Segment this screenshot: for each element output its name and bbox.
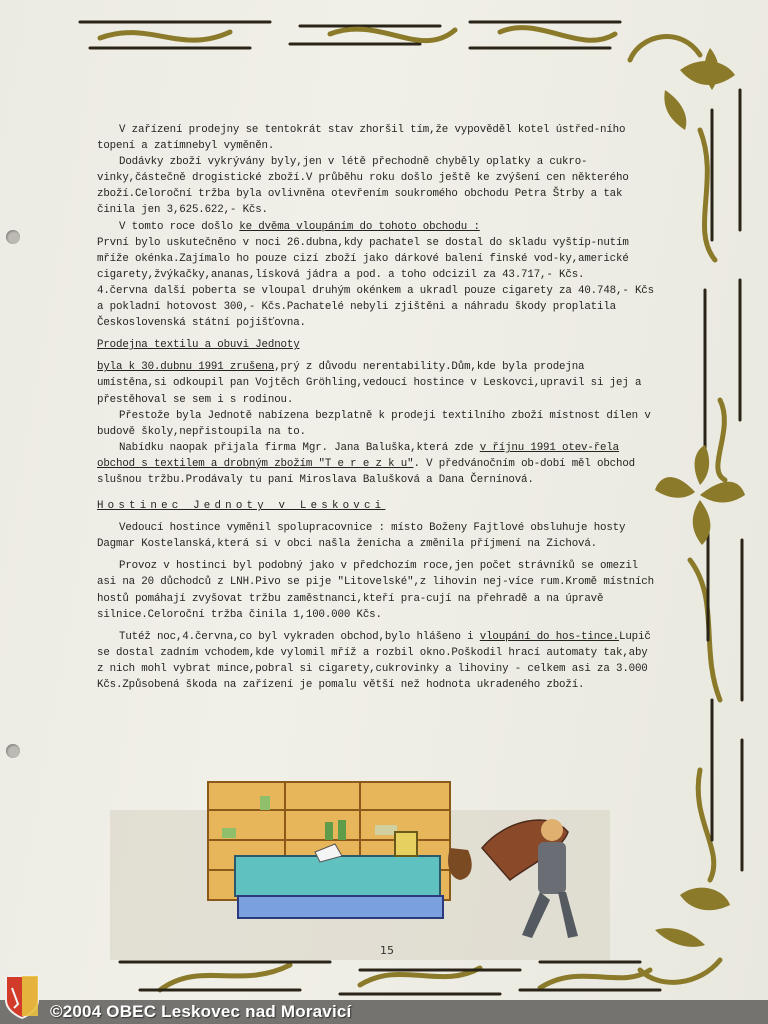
document-text	[97, 122, 657, 693]
page-number: 15	[380, 944, 394, 957]
section-heading-textil: Prodejna textilu a obuvi Jednoty	[97, 339, 300, 352]
bottle	[325, 822, 333, 840]
paragraph-hostinec-vloupani: Tutéž noc,4.června,co byl vykraden obchod,bylo hlášeno i vloupání do hos-tince.Lupič se dostal zadním vchodem,kde vylomil mříž a rozbil okno.Poškodil hrací automaty tak,aby z nich mohl vybrat mince,pobral si cigarety,cukrovinky a lihoviny - celkem asi za 3.000 Kčs.Způsobená škoda na zařízení je pomalu větší než hodnota ukradeného zboží.	[97, 630, 651, 691]
top-swirl	[500, 28, 615, 41]
scale	[395, 832, 417, 856]
crest-icon	[4, 974, 40, 1020]
section-heading-hostinec: Hostinec Jednoty v Leskovci	[97, 500, 386, 513]
footer-bar	[0, 1000, 768, 1024]
top-swirl	[330, 29, 455, 40]
right-swirl	[690, 560, 720, 700]
right-swirl	[718, 400, 725, 480]
burglary-illustration	[110, 770, 630, 960]
paragraph-burglary-first: První bylo uskutečněno v noci 26.dubna,kdy pachatel se dostal do skladu vyštíp-nutím mříže okénka.Zajímalo ho pouze cizí zboží jako dárkové balení finské vod-ky,americké cigarety,žvýkačky,ananas,lísková jádra a pod. a toho odcizil za 43.717,- Kčs.	[97, 236, 629, 281]
paragraph-hostinec-provoz: Provoz v hostinci byl podobný jako v předchozím roce,jen počet strávníků se omezil asi na 20 důchodců z LNH.Pivo se pije "Litovelské",z lihovin nej-více rum.Kromě místních hostů pomáhají zvyšovat tržbu zaměstnanci,kteří pra-cují na přehradě a na úpravě silnice.Celoroční tržba činila 1,100.000 Kčs.	[97, 560, 654, 621]
bottom-swirl	[160, 965, 290, 990]
paragraph-hostinec-staff: Vedoucí hostince vyměnil spolupracovnice : místo Boženy Fajtlové obsluhuje hosty Dagmar Kostelanská,která si v obci našla ženicha a změnila příjmení na Zichová.	[97, 522, 626, 551]
paragraph-textil-closed: byla k 30.dubnu 1991 zrušena,prý z důvodu nerentability.Dům,kde byla prodejna umístěna,si odkoupil pan Vojtěch Gröhling,vedoucí hostince v Leskovci,upravil si jej a přestěhoval se sem i s rodinou.	[97, 361, 642, 406]
bottle	[338, 820, 346, 840]
shelf-item	[260, 796, 270, 810]
paragraph-burglary-intro: V tomto roce došlo ke dvěma vloupáním do tohoto obchodu :	[119, 220, 480, 233]
bottom-swirl	[540, 970, 650, 988]
shelf-item	[222, 828, 236, 838]
shelf-item	[375, 825, 397, 835]
corner-swirl	[630, 36, 700, 60]
footer-caption: ©2004 OBEC Leskovec nad Moravicí	[50, 1002, 352, 1021]
paragraph-heating: V zařízení prodejny se tentokrát stav zhoršil tím,že vypověděl kotel ústřed-ního topení a zatímnebyl vyměněn.	[97, 124, 626, 153]
paragraph-burglary-second: 4.června další poberta se vloupal druhým okénkem a ukradl pouze cigarety za 40.748,- Kčs a pokladní hotovost 300,- Kčs.Pachatelé nebyli zjištěni a náhradu škody proplatila Československá státní pojišťovna.	[97, 284, 654, 330]
paragraph-textil-nabidka: Nabídku naopak přijala firma Mgr. Jana Baluška,která zde v říjnu 1991 otev-řela obchod s textilem a drobným zbožím "T e r e z k u". V předvánočním ob-dobí měl obchod slušnou tržbu.Prodávaly tu paní Miroslava Balušková a Dana Černínová.	[97, 441, 635, 486]
paragraph-supplies: Dodávky zboží vykrývány byly,jen v létě přechodně chyběly oplatky a cukro-vinky,částečně drogistické zboží.V průběhu roku došlo ještě ke zvýšení cen některého zboží.Celoroční tržba byla ovlivněna otevřením soukromého obchodu Petra Štrby a tak činila jen 3,625.622,- Kčs.	[97, 156, 629, 217]
paragraph-textil-offer: Přestože byla Jednotě nabízena bezplatně k prodeji textilního zboží místnost dílen v budově školy,nepřistoupila na to.	[97, 409, 651, 438]
top-swirl	[100, 32, 230, 40]
